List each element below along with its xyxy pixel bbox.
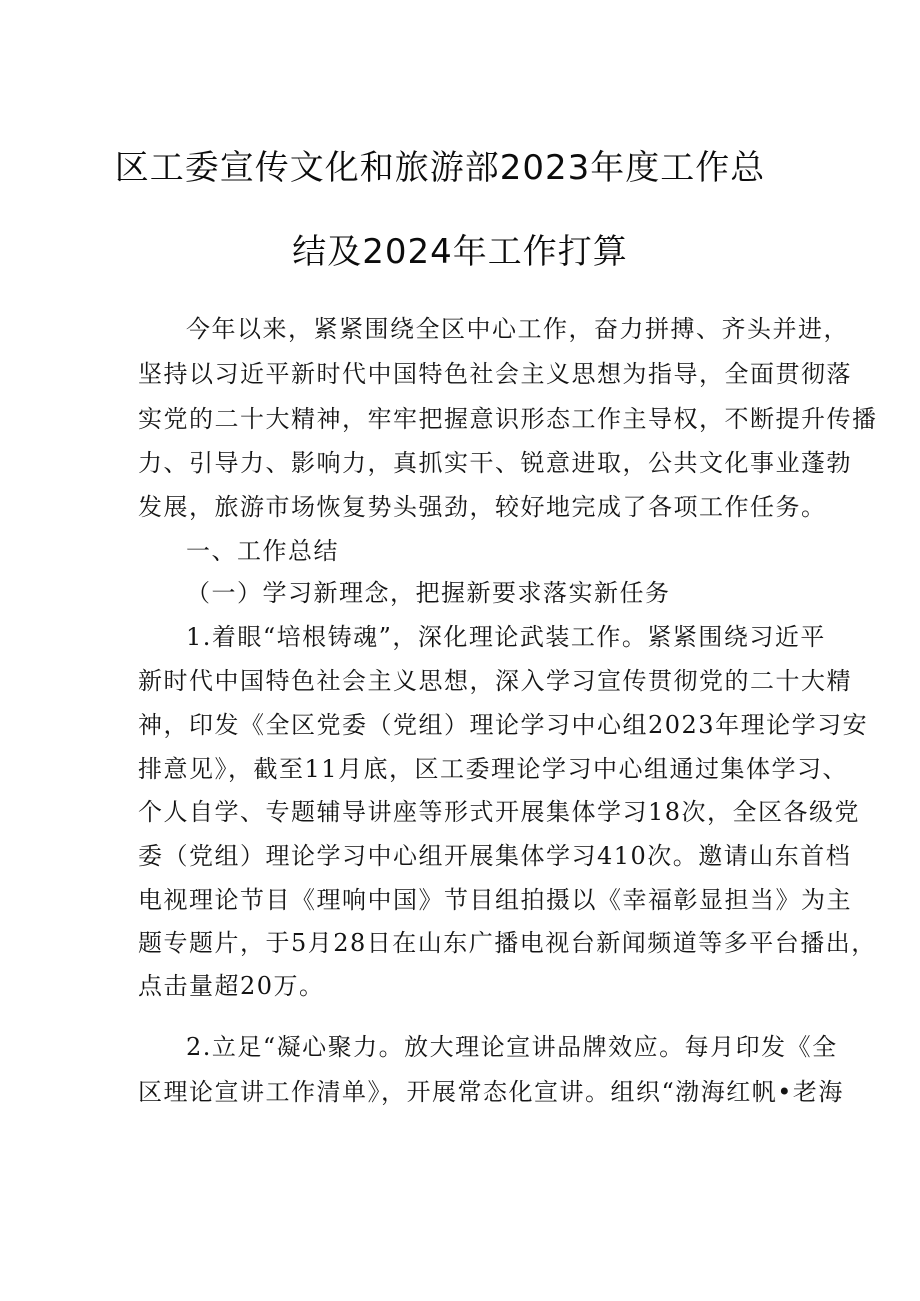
- paragraph-line: 2.立足“凝心聚力。放大理论宣讲品牌效应。每月印发《全: [186, 1033, 838, 1061]
- paragraph-line: 排意见》，截至11月底，区工委理论学习中心组通过集体学习、: [138, 755, 849, 783]
- paragraph-line: 个人自学、专题辅导讲座等形式开展集体学习18次，全区各级党: [138, 798, 861, 826]
- section-heading: 一、工作总结: [186, 537, 339, 565]
- paragraph-line: 坚持以习近平新时代中国特色社会主义思想为指导，全面贯彻落: [138, 360, 852, 388]
- paragraph-line: 1.着眼“培根铸魂”，深化理论武装工作。紧紧围绕习近平: [186, 623, 826, 651]
- document-title-line-1: 区工委宣传文化和旅游部2023年度工作总: [114, 148, 766, 188]
- paragraph-line: 实党的二十大精神，牢牢把握意识形态工作主导权，不断提升传播: [138, 405, 878, 433]
- paragraph-line: 今年以来，紧紧围绕全区中心工作，奋力拼搏、齐头并进，: [186, 315, 849, 343]
- subsection-heading: （一）学习新理念，把握新要求落实新任务: [186, 579, 671, 607]
- paragraph-line: 点击量超20万。: [138, 972, 325, 1000]
- paragraph-line: 电视理论节目《理响中国》节目组拍摄以《幸福彰显担当》为主: [138, 886, 852, 914]
- paragraph-line: 发展，旅游市场恢复势头强劲，较好地完成了各项工作任务。: [138, 493, 827, 521]
- paragraph-line: 区理论宣讲工作清单》，开展常态化宣讲。组织“渤海红帆•老海: [138, 1078, 844, 1106]
- paragraph-line: 力、引导力、影响力，真抓实干、锐意进取，公共文化事业蓬勃: [138, 449, 852, 477]
- document-title-line-2: 结及2024年工作打算: [292, 232, 628, 272]
- paragraph-line: 新时代中国特色社会主义思想，深入学习宣传贯彻党的二十大精: [138, 667, 852, 695]
- paragraph-line: 委（党组）理论学习中心组开展集体学习410次。邀请山东首档: [138, 842, 852, 870]
- paragraph-line: 题专题片，于5月28日在山东广播电视台新闻频道等多平台播出，: [138, 929, 877, 957]
- paragraph-line: 神，印发《全区党委（党组）理论学习中心组2023年理论学习安: [138, 711, 869, 739]
